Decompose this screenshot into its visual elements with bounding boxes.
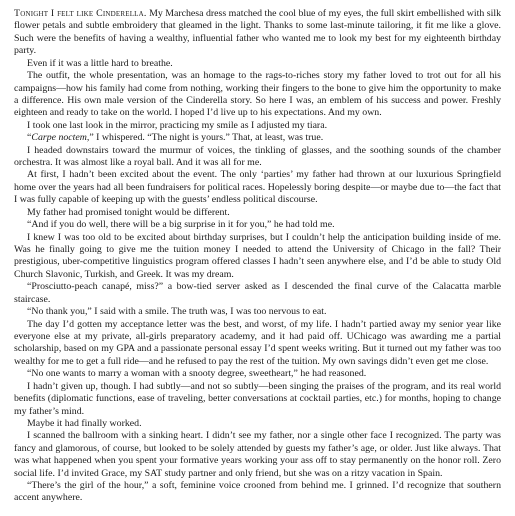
paragraph: I headed downstairs toward the murmur of voices, the tinkling of glasses, and the soothing sounds of the chamber orchestra. It was almost like a royal ball. And it was all for me. bbox=[14, 144, 501, 169]
paragraph: I hadn’t given up, though. I had subtly—and not so subtly—been singing the praises of the program, and its real world benefits (diplomatic functions, ease of traveling, better conversations at cocktail parties, etc.) for months, hoping to change my father’s mind. bbox=[14, 380, 501, 417]
paragraph: At first, I hadn’t been excited about the event. The only ‘parties’ my father had thrown at our luxurious Springfield home over the years had all been fundraisers for political races. Hopelessly boring despite—or maybe due to—the fact that I was fully capable of keeping up with the guests’ endless political discourse. bbox=[14, 169, 501, 206]
paragraph: “And if you do well, there will be a big surprise in it for you,” he had told me. bbox=[27, 219, 335, 231]
paragraph: “There’s the girl of the hour,” a soft, feminine voice crooned from behind me. I grinned. I’d recognize that southern accent anywhere. bbox=[14, 480, 501, 504]
paragraph: I scanned the ballroom with a sinking heart. I didn’t see my father, nor a single other face I recognized. The party was fancy and glamorous, of course, but looked to be solely attended by guests my father’s age, or older. Just like always. That was what happened when you spent your formative years working your ass off to stay permanently on the honor roll. Zero social life. I’d invited Grace, my SAT study partner and only friend, but she was on a ritzy vacation in Spain. bbox=[14, 430, 501, 479]
paragraph: “No one wants to marry a woman with a snooty degree, sweetheart,” he had reasoned. bbox=[27, 368, 367, 380]
chapter-lead-in: Tonight I felt like Cinderella. bbox=[14, 8, 147, 19]
paragraph: The outfit, the whole presentation, was an homage to the rags-to-riches story my father loved to trot out for all his campaigns—how his family had come from nothing, working their fingers to the bone to give him the opportunity to make a difference. His own male version of the Cinderella story. So here I was, an emblem of his success and power. Freshly eighteen and ready to take on the world. I hoped I’d live up to his expectations. And my own. bbox=[14, 70, 501, 119]
paragraph: “No thank you,” I said with a smile. The truth was, I was too nervous to eat. bbox=[27, 306, 327, 318]
paragraph: Maybe it had finally worked. bbox=[27, 417, 142, 429]
paragraph: Even if it was a little hard to breathe. bbox=[27, 57, 173, 69]
italic-phrase: Carpe noctem, bbox=[31, 132, 90, 144]
paragraph: “Prosciutto-peach canapé, miss?” a bow-tied server asked as I descended the final curve of the Calacatta marble staircase. bbox=[14, 281, 501, 305]
paragraph: The day I’d gotten my acceptance letter was the best, and worst, of my life. I hadn’t partied away my senior year like everyone else at my private, all-girls preparatory academy, and it had paid off. UChicago was awarding me a partial scholarship, based on my GPA and a passionate personal essay I’d spent weeks writing. But it turned out my father was too wealthy for me to get a full ride—and he refused to pay the rest of the tuition. My own savings didn’t even get me close. bbox=[14, 318, 501, 367]
book-page bbox=[14, 8, 501, 505]
opening-paragraph bbox=[14, 8, 501, 58]
paragraph-carpe-noctem: “Carpe noctem,” I whispered. “The night is yours.” That, at least, was true. bbox=[27, 132, 324, 144]
paragraph: My father had promised tonight would be different. bbox=[27, 206, 230, 218]
opening-paragraph-text: My Marchesa dress matched the cool blue of my eyes, the full skirt embellished with silk flower petals and subtle embroidery that gleamed in the light. Thanks to some last-minute tailoring, it fit me like a glove. Such were the benefits of having a wealthy, influential father who wanted me to look my best for my eighteenth birthday party. bbox=[14, 8, 501, 57]
paragraph: I took one last look in the mirror, practicing my smile as I adjusted my tiara. bbox=[27, 119, 328, 131]
paragraph: I knew I was too old to be excited about birthday surprises, but I couldn’t help the anticipation building inside of me. Was he finally going to give me the tuition money I needed to attend the University of Chicago in the fall? Their prestigious, uber-competitive linguistics program offered classes I hadn’t seen anywhere else, and I’d be able to study Old Church Slavonic, Turkish, and Greek. It was my dream. bbox=[14, 231, 501, 280]
